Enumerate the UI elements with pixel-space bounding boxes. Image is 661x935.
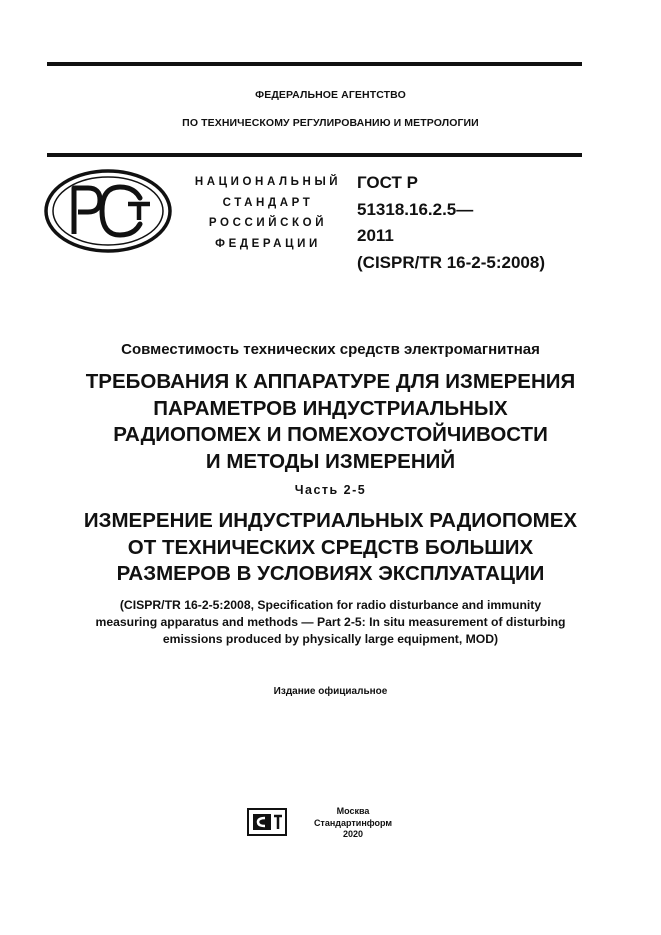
national-line: РОССИЙСКОЙ bbox=[208, 217, 328, 229]
rst-certification-mark-icon bbox=[44, 168, 174, 254]
publisher-city: Москва bbox=[336, 806, 370, 816]
main-title-line: ПАРАМЕТРОВ ИНДУСТРИАЛЬНЫХ bbox=[153, 396, 508, 420]
national-standard-label bbox=[178, 172, 358, 254]
part-title bbox=[30, 508, 631, 588]
publisher-year: 2020 bbox=[342, 829, 364, 839]
publisher-block bbox=[308, 806, 398, 841]
part-title-line: РАЗМЕРОВ В УСЛОВИЯХ ЭКСПЛУАТАЦИИ bbox=[116, 562, 545, 585]
main-title-line: РАДИОПОМЕХ И ПОМЕХОУСТОЙЧИВОСТИ bbox=[113, 423, 548, 446]
part-label: Часть 2-5 bbox=[294, 483, 367, 497]
agency-line-1: ФЕДЕРАЛЬНОЕ АГЕНТСТВО bbox=[255, 89, 406, 101]
national-line: СТАНДАРТ bbox=[222, 196, 314, 209]
national-line: НАЦИОНАЛЬНЫЙ bbox=[194, 176, 342, 188]
part-title-line: ИЗМЕРЕНИЕ ИНДУСТРИАЛЬНЫХ РАДИОПОМЕХ bbox=[83, 509, 578, 532]
designation-line: 51318.16.2.5— bbox=[357, 199, 474, 219]
main-title-line: ТРЕБОВАНИЯ К АППАРАТУРЕ ДЛЯ ИЗМЕРЕНИЯ bbox=[85, 370, 576, 393]
main-title bbox=[30, 369, 631, 475]
standartinform-logo-icon bbox=[247, 808, 287, 836]
part-title-line: ОТ ТЕХНИЧЕСКИХ СРЕДСТВ БОЛЬШИХ bbox=[127, 535, 534, 559]
standard-designation bbox=[357, 170, 545, 276]
international-line: emissions produced by physically large equipment, MOD) bbox=[162, 632, 499, 646]
designation-line: (CISPR/TR 16-2-5:2008) bbox=[357, 252, 546, 272]
international-line: (CISPR/TR 16-2-5:2008, Specification for radio disturbance and immunity bbox=[119, 598, 542, 612]
main-title-line: И МЕТОДЫ ИЗМЕРЕНИЙ bbox=[205, 449, 456, 473]
agency-line-2: ПО ТЕХНИЧЕСКОМУ РЕГУЛИРОВАНИЮ И МЕТРОЛОГИИ bbox=[182, 117, 479, 129]
document-subtitle: Совместимость технических средств электромагнитная bbox=[121, 341, 540, 358]
designation-line: 2011 bbox=[357, 226, 394, 245]
international-line: measuring apparatus and methods — Part 2-5: In situ measurement of disturbing bbox=[95, 615, 566, 629]
designation-line: ГОСТ Р bbox=[357, 173, 418, 192]
edition-label: Издание официальное bbox=[273, 686, 388, 697]
international-reference bbox=[30, 597, 631, 648]
top-rule bbox=[47, 62, 582, 66]
publisher-name: Стандартинформ bbox=[313, 817, 393, 828]
national-line: ФЕДЕРАЦИИ bbox=[215, 237, 321, 250]
middle-rule bbox=[47, 153, 582, 157]
